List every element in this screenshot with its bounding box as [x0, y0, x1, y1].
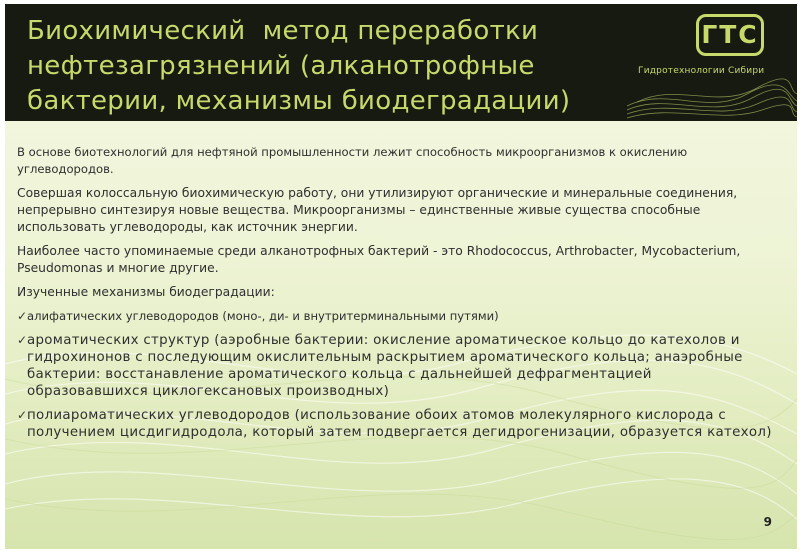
- slide: [5, 4, 797, 549]
- logo-wave-decoration: [627, 76, 797, 121]
- paragraph-work: Совершая колоссальную биохимическую работу, они утилизируют органические и минеральные соединения, непрерывно синтезируя новые вещества. Микроорганизмы – единственные живые существа способные использовать углеводороды, как источник энергии.: [17, 186, 738, 234]
- title-bar: [5, 4, 797, 121]
- company-name: Гидротехнологии Сибири: [638, 66, 765, 76]
- bullet-text: алифатических углеводородов (моно-, ди- и внутритерминальными путями): [27, 309, 499, 323]
- bullet-aromatic: [17, 332, 777, 400]
- checkmark-icon: ✓: [17, 408, 28, 422]
- paragraph-bacteria: Наиболее часто упоминаемые среди алканотрофных бактерий - это Rhodococcus, Arthrobacter, Mycobacterium, Pseudomonas и многие другие.: [17, 244, 741, 275]
- checkmark-icon: ✓: [17, 333, 28, 347]
- company-logo: ГТС: [696, 14, 764, 56]
- slide-title: Биохимический метод переработки нефтезагрязнений (алканотрофные бактерии, механизмы биодеградации): [27, 16, 571, 116]
- bullet-text: ароматических структур (аэробные бактерии: окисление ароматическое кольцо до катехолов и гидрохинонов с последующим окислительным раскрытием ароматического кольца; анаэробные бактерии: восстанавление ароматического кольца с дальнейшей дефрагментацией образовавшихся циклогексановых производных): [27, 333, 743, 399]
- paragraph-intro: В основе биотехнологий для нефтяной промышленности лежит способность микроорганизмов к окислению углеводородов.: [17, 145, 688, 176]
- bullet-text: полиароматических углеводородов (использование обоих атомов молекулярного кислорода с получением цисдигидродола, который затем подвергается дегидрогенизации, образуется катехол): [27, 408, 772, 440]
- slide-body: [17, 144, 777, 448]
- page-number: 9: [763, 515, 772, 529]
- bullet-aliphatic: [17, 308, 777, 325]
- checkmark-icon: ✓: [17, 309, 28, 323]
- bullet-polyaromatic: [17, 407, 777, 441]
- paragraph-mechanisms-heading: Изученные механизмы биодеградации:: [17, 285, 275, 299]
